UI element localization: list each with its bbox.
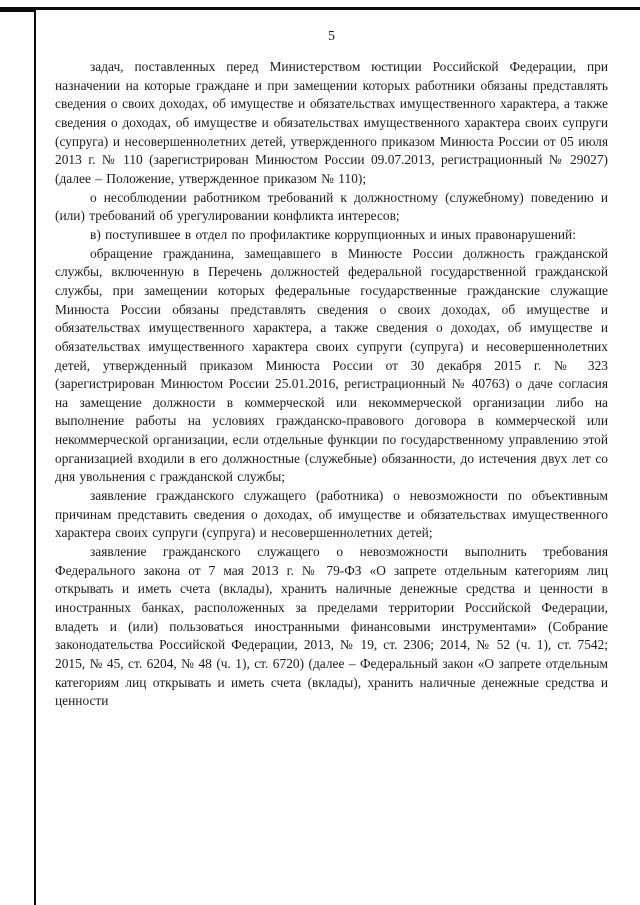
page-number: 5 xyxy=(328,29,335,44)
paragraph: в) поступившее в отдел по профилактике коррупционных и иных правонарушений: xyxy=(90,226,576,242)
scan-edge-bottom-tick xyxy=(34,893,36,905)
paragraph: заявление гражданского служащего (работника) о невозможности по объективным причинам представить сведения о доходах, об имуществе и обязательствах имущественного характера своих супруги (супруга) и несовершеннолетних детей; xyxy=(55,488,608,541)
scan-edge-corner xyxy=(0,7,36,12)
scan-edge-top xyxy=(0,7,640,10)
document-body xyxy=(55,58,608,711)
scan-edge-left xyxy=(34,7,36,905)
paragraph: задач, поставленных перед Министерством юстиции Российской Федерации, при назначении на которые граждане и при замещении которых работники обязаны представлять сведения о своих доходах, об имуществе и обязательствах имущественного характера, а также сведения о доходах, об имуществе и обязательствах имущественного характера своих супруги (супруга) и несовершеннолетних детей, утвержденного приказом Минюста России от 05 июля 2013 г. № 110 (зарегистрирован Минюстом России 09.07.2013, регистрационный № 29027) (далее – Положение, утвержденное приказом № 110); xyxy=(55,59,608,186)
paragraph: о несоблюдении работником требований к должностному (служебному) поведению и (или) требований об урегулировании конфликта интересов; xyxy=(55,189,608,224)
paragraph: обращение гражданина, замещавшего в Минюсте России должность гражданской службы, включенную в Перечень должностей федеральной государственной гражданской службы, при замещении которых федеральные государственные гражданские служащие Минюста России обязаны представлять сведения о своих доходах, об имуществе и обязательствах имущественного характера, а также сведения о доходах, об имуществе и обязательствах имущественного характера своих супруги (супруга) и несовершеннолетних детей, утвержденный приказом Минюста России от 30 декабря 2015 г. № 323 (зарегистрирован Минюстом России 25.01.2016, регистрационный № 40763) о даче согласия на замещение должности в коммерческой или некоммерческой организации либо на выполнение работы на условиях гражданско-правового договора в коммерческой или некоммерческой организации, если отдельные функции по государственному управлению этой организацией входили в его должностные (служебные) обязанности, до истечения двух лет со дня увольнения с гражданской службы; xyxy=(55,245,608,485)
paragraph: заявление гражданского служащего о невозможности выполнить требования Федерального закона от 7 мая 2013 г. № 79-ФЗ «О запрете отдельным категориям лиц открывать и иметь счета (вклады), хранить наличные денежные средства и ценности в иностранных банках, расположенных за пределами территории Российской Федерации, владеть и (или) пользоваться иностранными финансовыми инструментами» (Собрание законодательства Российской Федерации, 2013, № 19, ст. 2306; 2014, № 52 (ч. 1), ст. 7542; 2015, № 45, ст. 6204, № 48 (ч. 1), ст. 6720) (далее – Федеральный закон «О запрете отдельным категориям лиц открывать и иметь счета (вклады), хранить наличные денежные средства и ценности xyxy=(55,544,608,709)
